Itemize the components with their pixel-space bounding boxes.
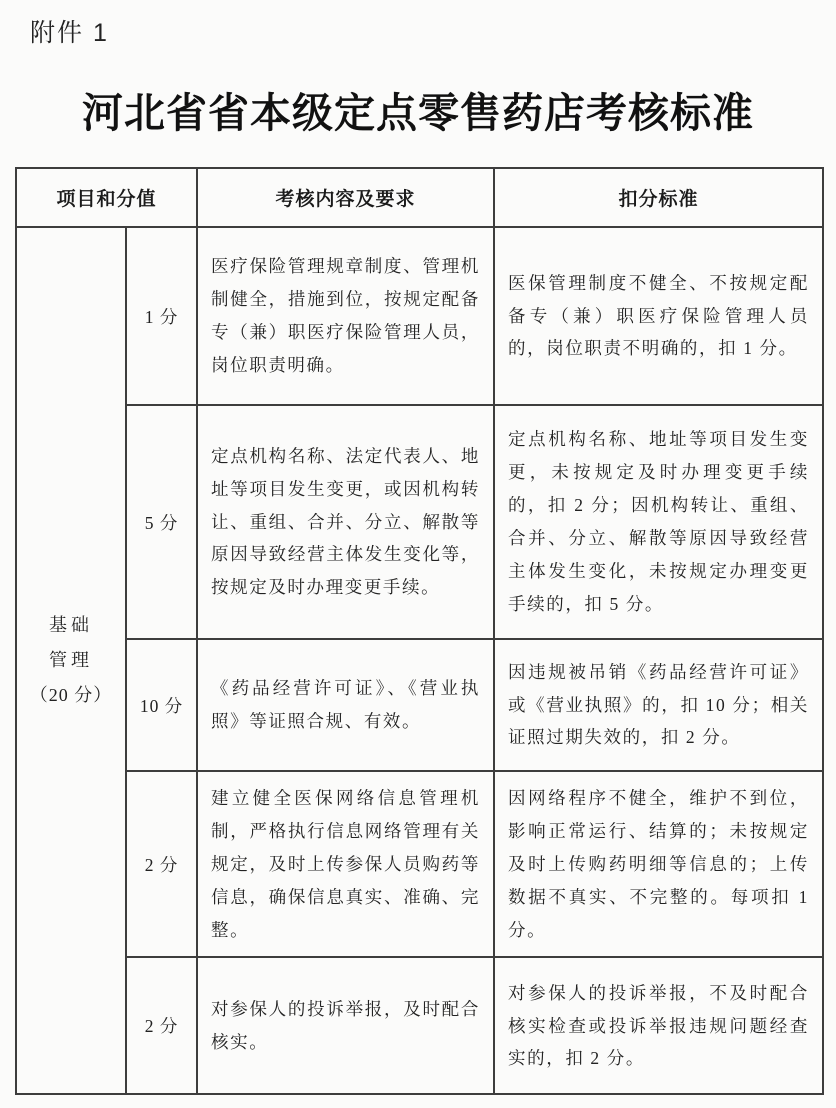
table-row — [16, 227, 823, 405]
deduction-cell: 因违规被吊销《药品经营许可证》或《营业执照》的，扣 10 分；相关证照过期失效的，扣 2 分。 — [494, 639, 823, 771]
category-line: （20 分） — [29, 685, 113, 706]
page-title: 河北省省本级定点零售药店考核标准 — [82, 90, 754, 136]
deduction-cell: 对参保人的投诉举报，不及时配合核实检查或投诉举报违规问题经查实的，扣 2 分。 — [494, 957, 823, 1094]
header-deduction-standard: 扣分标准 — [494, 168, 823, 227]
header-project-and-score: 项目和分值 — [16, 168, 197, 227]
score-cell: 2 分 — [126, 771, 197, 957]
header-content-requirements: 考核内容及要求 — [197, 168, 494, 227]
category-line: 管理 — [49, 650, 93, 671]
deduction-cell: 定点机构名称、地址等项目发生变更，未按规定及时办理变更手续的，扣 2 分；因机构转让、重组、合并、分立、解散等原因导致经营主体发生变化，未按规定办理变更手续的，扣 5 分。 — [494, 405, 823, 639]
content-cell: 建立健全医保网络信息管理机制，严格执行信息网络管理有关规定，及时上传参保人员购药等信息，确保信息真实、准确、完整。 — [197, 771, 494, 957]
table-header-row — [16, 168, 823, 227]
score-cell: 2 分 — [126, 957, 197, 1094]
table-row — [16, 639, 823, 771]
score-cell: 5 分 — [126, 405, 197, 639]
content-cell: 《药品经营许可证》、《营业执照》等证照合规、有效。 — [197, 639, 494, 771]
deduction-cell: 医保管理制度不健全、不按规定配备专（兼）职医疗保险管理人员的，岗位职责不明确的，扣 1 分。 — [494, 227, 823, 405]
content-cell: 对参保人的投诉举报，及时配合核实。 — [197, 957, 494, 1094]
deduction-cell: 因网络程序不健全，维护不到位，影响正常运行、结算的；未按规定及时上传购药明细等信息的；上传数据不真实、不完整的。每项扣 1 分。 — [494, 771, 823, 957]
content-cell: 定点机构名称、法定代表人、地址等项目发生变更，或因机构转让、重组、合并、分立、解散等原因导致经营主体发生变化等，按规定及时办理变更手续。 — [197, 405, 494, 639]
assessment-table — [15, 167, 824, 1095]
attachment-label: 附件 1 — [30, 19, 109, 47]
category-cell-basic-management — [16, 227, 126, 1094]
table-row — [16, 957, 823, 1094]
score-cell: 1 分 — [126, 227, 197, 405]
category-line: 基础 — [49, 615, 93, 636]
table-row — [16, 771, 823, 957]
score-cell: 10 分 — [126, 639, 197, 771]
table-row — [16, 405, 823, 639]
content-cell: 医疗保险管理规章制度、管理机制健全，措施到位，按规定配备专（兼）职医疗保险管理人员，岗位职责明确。 — [197, 227, 494, 405]
